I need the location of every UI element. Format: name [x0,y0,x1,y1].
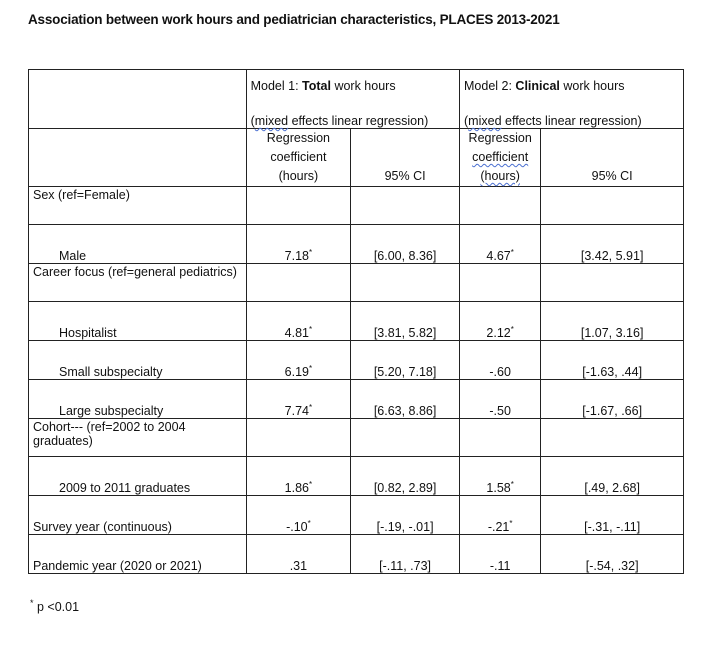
coef1-value: -.10* [246,496,351,535]
empty-cell [541,187,684,225]
row-label: Small subspecialty [29,341,247,380]
ci1-value: [3.81, 5.82] [351,302,460,341]
ci2-value: [3.42, 5.91] [541,225,684,264]
results-table [28,69,684,574]
model2-header: Model 2: Clinical work hours (mixed effects linear regression) [460,70,684,129]
ci1-value: [-.19, -.01] [351,496,460,535]
table-row [29,187,684,225]
table-row [29,457,684,496]
row-label: Large subspecialty [29,380,247,419]
empty-cell [541,419,684,457]
coef2-header: Regression coefficient (hours) [460,129,541,187]
row-label: Survey year (continuous) [29,496,247,535]
coef2-value: 2.12* [460,302,541,341]
ci2-value: [-.54, .32] [541,535,684,574]
ci2-value: [.49, 2.68] [541,457,684,496]
ci2-value: [1.07, 3.16] [541,302,684,341]
coef2-value: -.50 [460,380,541,419]
table-row [29,419,684,457]
ci2-value: [-1.67, .66] [541,380,684,419]
empty-cell [351,187,460,225]
ci2-value: [-.31, -.11] [541,496,684,535]
row-label: 2009 to 2011 graduates [29,457,247,496]
table-row [29,496,684,535]
table-title: Association between work hours and pediatrician characteristics, PLACES 2013-2021 [28,12,560,27]
empty-cell [246,419,351,457]
empty-cell [460,419,541,457]
row-label: Pandemic year (2020 or 2021) [29,535,247,574]
table-row [29,225,684,264]
empty-header-cell [29,70,247,129]
row-label: Career focus (ref=general pediatrics) [29,264,247,302]
empty-cell [351,264,460,302]
coef1-value: 6.19* [246,341,351,380]
table-row [29,341,684,380]
coef2-value: -.11 [460,535,541,574]
ci1-value: [6.00, 8.36] [351,225,460,264]
coef1-header: Regression coefficient (hours) [246,129,351,187]
empty-cell [351,419,460,457]
coef2-value: -.60 [460,341,541,380]
empty-header-cell [29,129,247,187]
coef2-value: 1.58* [460,457,541,496]
ci1-value: [-.11, .73] [351,535,460,574]
coef1-value: .31 [246,535,351,574]
empty-cell [246,187,351,225]
row-label: Sex (ref=Female) [29,187,247,225]
model1-header: Model 1: Total work hours (mixed effects linear regression) [246,70,459,129]
empty-cell [460,264,541,302]
ci1-header: 95% CI [351,129,460,187]
ci1-value: [5.20, 7.18] [351,341,460,380]
row-label: Hospitalist [29,302,247,341]
table-row [29,264,684,302]
ci2-header: 95% CI [541,129,684,187]
coef1-value: 1.86* [246,457,351,496]
row-label: Cohort--- (ref=2002 to 2004 graduates) [29,419,247,457]
coef1-value: 7.18* [246,225,351,264]
row-label: Male [29,225,247,264]
header-row-models [29,70,684,129]
table-body [29,187,684,574]
ci2-value: [-1.63, .44] [541,341,684,380]
table-row [29,302,684,341]
coef1-value: 7.74* [246,380,351,419]
table-row [29,380,684,419]
footnote: * p <0.01 [30,597,80,614]
empty-cell [246,264,351,302]
coef1-value: 4.81* [246,302,351,341]
table-row [29,535,684,574]
empty-cell [541,264,684,302]
header-row-columns [29,129,684,187]
ci1-value: [0.82, 2.89] [351,457,460,496]
coef2-value: 4.67* [460,225,541,264]
ci1-value: [6.63, 8.86] [351,380,460,419]
empty-cell [460,187,541,225]
coef2-value: -.21* [460,496,541,535]
